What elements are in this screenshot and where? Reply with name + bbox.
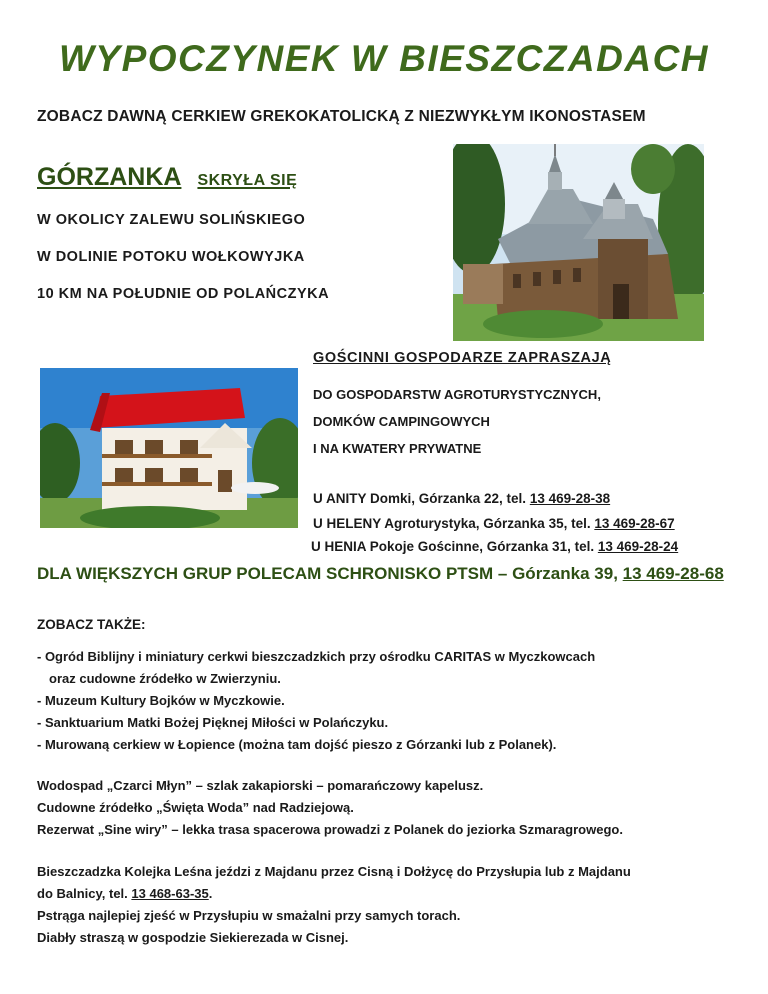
wooden-church-photo (453, 144, 704, 341)
see-also-item-4: - Murowaną cerkiew w Łopience (można tam dojść pieszo z Górzanki lub z Polanek). (37, 737, 557, 752)
contact-anity-phone[interactable]: 13 469-28-38 (529, 491, 611, 506)
railway-line-2-end: . (208, 886, 213, 901)
railway-phone[interactable]: 13 468-63-35 (131, 886, 209, 901)
see-also-item-2: - Muzeum Kultury Bojków w Myczkowie. (37, 693, 285, 708)
railway-line-2 (37, 883, 212, 905)
page-title: WYPOCZYNEK W BIESZCZADACH (58, 38, 710, 79)
location-line-2: W DOLINIE POTOKU WOŁKOWYJKA (37, 249, 305, 265)
groups-recommendation (37, 564, 724, 584)
village-heading-rest: SKRYŁA SIĘ (197, 172, 298, 189)
contact-anity (313, 491, 610, 506)
nature-item-1: Wodospad „Czarci Młyn” – szlak zakapiorski – pomarańczowy kapelusz. (37, 778, 484, 793)
hosts-line-3: I NA KWATERY PRYWATNE (313, 441, 482, 456)
groups-text: DLA WIĘKSZYCH GRUP POLECAM SCHRONISKO PTSM – Górzanka 39, (37, 564, 623, 583)
contact-henia-phone[interactable]: 13 469-28-24 (597, 539, 679, 554)
location-line-1: W OKOLICY ZALEWU SOLIŃSKIEGO (37, 212, 306, 228)
hosts-heading: GOŚCINNI GOSPODARZE ZAPRASZAJĄ (313, 350, 612, 366)
hosts-line-1: DO GOSPODARSTW AGROTURYSTYCZNYCH, (313, 387, 601, 402)
guesthouse-photo (40, 368, 298, 528)
see-also-heading: ZOBACZ TAKŻE: (37, 617, 146, 632)
village-name: GÓRZANKA (37, 163, 182, 191)
nature-item-2: Cudowne źródełko „Święta Woda” nad Radziejową. (37, 800, 354, 815)
contact-henia-text: U HENIA Pokoje Gościnne, Górzanka 31, tel. (311, 539, 598, 554)
groups-phone[interactable]: 13 469-28-68 (622, 564, 724, 583)
contact-heleny-text: U HELENY Agroturystyka, Górzanka 35, tel. (313, 516, 595, 531)
see-also-item-1-cont: oraz cudowne źródełko w Zwierzyniu. (49, 671, 281, 686)
contact-anity-text: U ANITY Domki, Górzanka 22, tel. (313, 491, 530, 506)
tip-2: Diabły straszą w gospodzie Siekierezada w Cisnej. (37, 930, 349, 945)
see-also-item-3: - Sanktuarium Matki Bożej Pięknej Miłości w Polańczyku. (37, 715, 389, 730)
railway-line-2-text: do Balnicy, tel. (37, 886, 132, 901)
village-heading (37, 163, 297, 192)
hosts-line-2: DOMKÓW CAMPINGOWYCH (313, 414, 490, 429)
contact-heleny (313, 516, 675, 531)
tip-1: Pstrąga najlepiej zjeść w Przysłupiu w smażalni przy samych torach. (37, 908, 461, 923)
railway-line-1: Bieszczadzka Kolejka Leśna jeździ z Majdanu przez Cisną i Dołżycę do Przysłupia lub z Majdanu (37, 864, 631, 879)
location-line-3: 10 KM NA POŁUDNIE OD POLAŃCZYKA (37, 286, 330, 302)
see-also-item-1: - Ogród Biblijny i miniatury cerkwi bieszczadzkich przy ośrodku CARITAS w Myczkowcach (37, 649, 596, 664)
nature-item-3: Rezerwat „Sine wiry” – lekka trasa spacerowa prowadzi z Polanek do jeziorka Szmaragrowego. (37, 822, 623, 837)
contact-henia (311, 539, 678, 554)
contact-heleny-phone[interactable]: 13 469-28-67 (594, 516, 675, 531)
subtitle: ZOBACZ DAWNĄ CERKIEW GREKOKATOLICKĄ Z NIEZWYKŁYM IKONOSTASEM (37, 108, 646, 125)
